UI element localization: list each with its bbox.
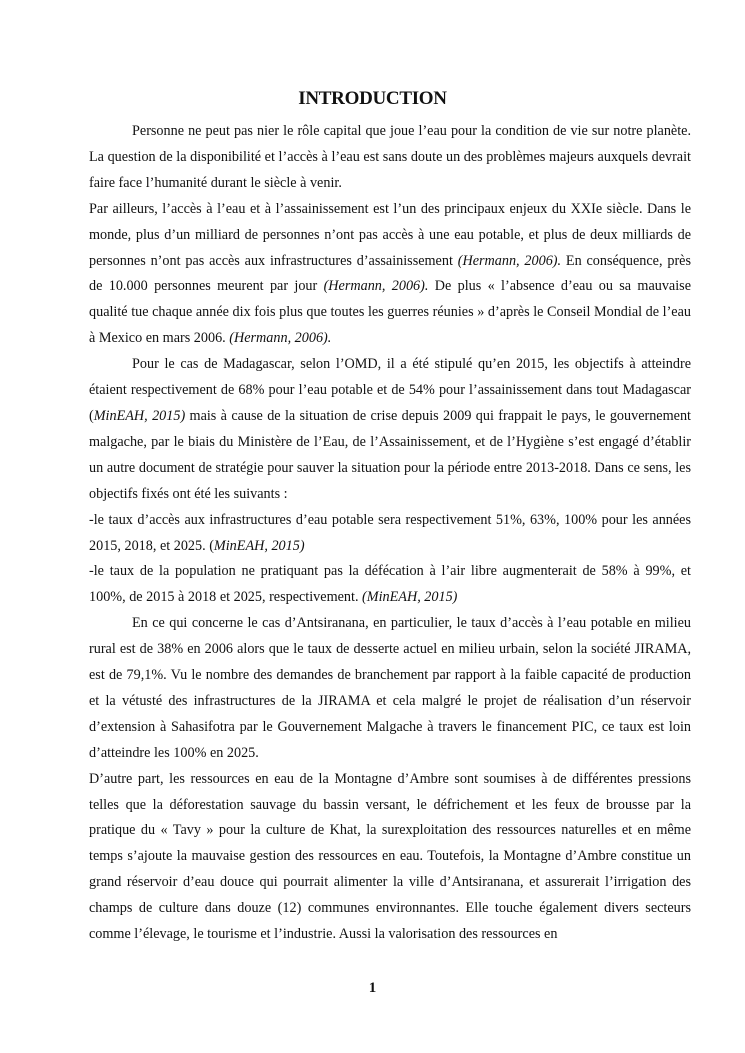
paragraph-text: De plus « l’absence d’eau ou sa mauvaise qualité tue chaque année dix fois plus que toutes les guerres réunies » d’après le Conseil Mondial de l’eau à Mexico en mars 2006. [89,278,691,347]
page-number: 1 [368,980,377,996]
paragraph-text: -le taux de la population ne pratiquant pas la défécation à l’air libre augmenterait de 58% à 99%, et 100%, de 2015 à 2018 et 2025, respectivement. [89,563,691,606]
paragraph-3 [89,352,691,507]
list-item-water-access [89,508,691,560]
page-title: INTRODUCTION [298,88,447,109]
citation: MinEAH, 2015) [213,537,305,554]
paragraph-2 [89,197,691,352]
paragraph-5 [89,767,691,948]
paragraph-4 [89,611,691,766]
citation: (Hermann, 2006). [457,252,562,269]
paragraph-text: Par ailleurs, l’accès à l’eau et à l’assainissement est l’un des principaux enjeux du XXIe siècle. Dans le monde, plus d’un milliard de personnes n’ont pas accès à une eau potable, et plus de deux milliards de personnes n’ont pas accès aux infrastructures d’assainissement [89,200,691,269]
body-text [89,119,691,948]
paragraph-text: Personne ne peut pas nier le rôle capital que joue l’eau pour la condition de vie sur notre planète. La question de la disponibilité et l’accès à l’eau est sans doute un des problèmes majeurs auxquels devrait faire face l’humanité durant le siècle à venir. [89,123,691,191]
list-item-defecation [89,559,691,611]
paragraph-text: mais à cause de la situation de crise depuis 2009 qui frappait le pays, le gouvernement malgache, par le biais du Ministère de l’Eau, de l’Assainissement, et de l’Hygiène s’est engagé d’établir un autre document de stratégie pour sauver la situation pour la période entre 2013-2018. Dans ce sens, les objectifs fixés ont été les suivants : [89,407,691,502]
paragraph-text: En conséquence, près de 10.000 personnes meurent par jour [89,252,692,295]
paragraph-text: -le taux d’accès aux infrastructures d’eau potable sera respectivement 51%, 63%, 100% pour les années 2015, 2018, et 2025. ( [89,511,691,554]
paragraph-text: En ce qui concerne le cas d’Antsiranana, en particulier, le taux d’accès à l’eau potable en milieu rural est de 38% en 2006 alors que le taux de desserte actuel en milieu urbain, selon la société JIRAMA, est de 79,1%. Vu le nombre des demandes de branchement par rapport à la faible capacité de production et la vétusté des infrastructures de la JIRAMA et cela malgré le projet de réalisation d’un réservoir d’extension à Sahasifotra par le Gouvernement Malgache à travers le financement PIC, ce taux est loin d’atteindre les 100% en 2025. [89,615,691,761]
citation: MinEAH, 2015) [93,407,186,424]
citation: (MinEAH, 2015) [362,589,458,606]
paragraph-text: Pour le cas de Madagascar, selon l’OMD, il a été stipulé qu’en 2015, les objectifs à atteindre étaient respectivement de 68% pour l’eau potable et de 54% pour l’assainissement dans tout Madagascar ( [89,356,691,424]
citation: (Hermann, 2006). [323,278,429,295]
paragraph-text: D’autre part, les ressources en eau de la Montagne d’Ambre sont soumises à de différentes pressions telles que la déforestation sauvage du bassin versant, le défrichement et les feux de brousse par la pratique du « Tavy » pour la culture de Khat, la surexploitation des ressources naturelles et en même temps s’ajoute la mauvaise gestion des ressources en eau. Toutefois, la Montagne d’Ambre constitue un grand réservoir d’eau douce qui pourrait alimenter la ville d’Antsiranana, et assurerait l’irrigation des champs de culture dans douze (12) communes environnantes. Elle touche également divers secteurs comme l’élevage, le tourisme et l’industrie. Aussi la valorisation des ressources en [89,770,691,943]
paragraph-1 [89,119,691,197]
citation: (Hermann, 2006). [229,330,332,347]
